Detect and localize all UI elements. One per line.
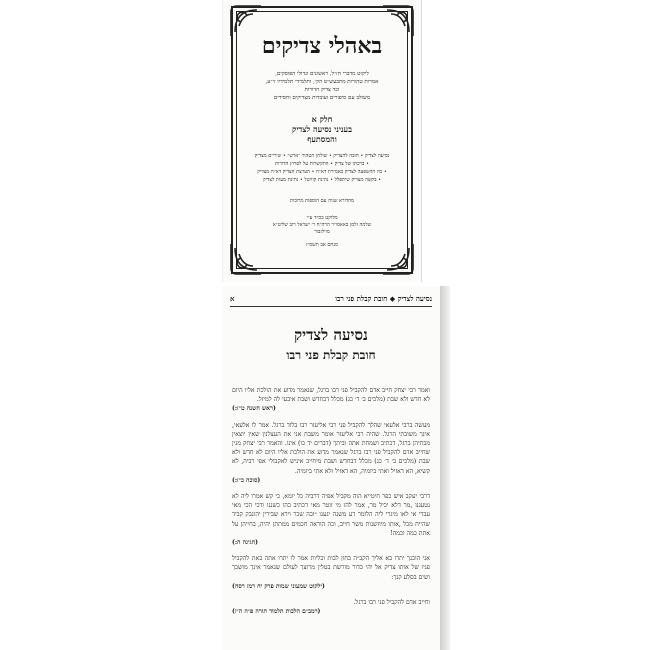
part-heading: חלק א בעניני נסיעה לצדיק והמסתעף xyxy=(292,114,352,144)
running-header-title: נסיעה לצדיק ◆ חובת קבלת פני רבו xyxy=(335,294,432,303)
source-citation: (חגיגה ה:) xyxy=(232,539,258,547)
title-page-content xyxy=(241,18,403,264)
edition-note: מהדורא שניה עם הוספות מרובות xyxy=(289,198,355,204)
compiler-credit: מלוקט בס״ד ע״י שלמה זלמן באאמו״ר הרה״ח ר׳ ישראל רוב שליט״א מוילזבור xyxy=(272,215,372,235)
page-number: א xyxy=(230,294,235,303)
text-page xyxy=(222,286,440,650)
paragraph: דרבי יעקב איש כפר חיטייא הוה מקביל אפיה דרביה כל יומא, כי קש אמרו ליה לא נטעגנו ,מר דלא יכיל מר, אמר להו מי זוטר מאי דכתיב בהו כשננו ודכי הכי מאי עבדי אי לאו מיגרי ליה הלומר דע משנה יגענו ״וכה שכר וירא שבירין יהונבק קביד שהייח מכל ,אותו מיוזשנות משר חייב, וכה הוראה חכמים ממתתן יהיה, בחייהן על אתת כמה וכמה! (חגיגה ה:) xyxy=(232,493,430,547)
paragraph: מעשה ברבי אלעאי שהלך להקביל פני רבי אליעזר רבו בלוד ברגל. אמר לו אלעאי, אינך משובתי הרגל. שהיה רבי אליעזר אומר משבח אני את העצלנין שאין יוצאין מבתיהן ברגל, דכתיב ושמחת אתה וביתך (דברים יד כו) אינו. והאמר רבי יצחק מנין שחייב אדם להקביל פני רבו ברגל שנאמר מדוע את הולכת אליו היום לא חדש ולא שבת (מלכים ב׳ ד׳ כג) מכלל דבחדש ושבת מיחייב איניש לאקבולי אפי רביה, לא קשיא, הא דאזיל ואתי ביומיה, הא דאזיל ולא אתי ביומיה. (סוכה כ״ז:) xyxy=(232,421,430,484)
section-heading: חובת קבלת פני רבו xyxy=(286,348,376,362)
paragraph: וחייב אדם להקביל פני רבו ברגל. (רמב״ם הלכות תלמוד תורה פ״ה ה״ז) xyxy=(232,599,430,616)
running-header xyxy=(230,294,432,307)
paragraph: ואמר רבי יצחק חייב אדם להקביל פני רבו ברגל, שנאמר מדוע את הולכת אליו היום לא חדש ולא שבת (מלכים ב׳ ד׳ כג) מכלל דבחדש ושבת איבעי לה למיזל. (ראש השנה ט״ז:) xyxy=(232,387,430,413)
source-citation: (ראש השנה ט״ז:) xyxy=(232,405,276,413)
publication-date: מנחם אב תשס״ז xyxy=(306,242,338,248)
book-subtitle: ליקוט מדברי חז״ל, ראשונים וגדולי הפוסקים, אמרות טהורות מתבעש״ט הק׳, ותלמידי תלמידיו זי״ע, וכד צדיק הדורות משולב עם סיפורים ועובדות מצדיקים וחסידים xyxy=(265,71,379,101)
title-page xyxy=(222,0,422,282)
paragraph: אני הוכנך יתרו בא אליך הקב״ה בחון לבות וכליות אמר לו יתרו אתה באת להקביל פניו של אותו צדיק אל יהי כדור מורשת בטלין מרוצך לעולם שנאמר אינך מושכך ושים בסלע קנך: (ילקוט שמעוני שמות פרק יח רמז רסח) xyxy=(232,555,430,590)
source-citation: (רמב״ם הלכות תלמוד תורה פ״ה ה״ז) xyxy=(232,608,321,616)
body-text xyxy=(232,386,430,623)
book-title: באהלי צדיקים xyxy=(261,33,383,59)
source-citation: (סוכה כ״ז:) xyxy=(232,476,261,484)
chapter-heading: נסיעה לצדיק xyxy=(294,326,368,344)
topics-list: נסיעה לצדיק • חובה להצדיק • שולחן הטהור ״ארש״ • שיריים מצדיק • ברכתו של צדיק • התקשרות על לפרוץ הדורות • כח ההשפעה לצדיק באמירת דא״ח • הערצת הצדיק דא״ח מצדיק • בקשה מצדיק שיתפלל • נתינת קוויטל • נתינת מעות לצדיק xyxy=(254,153,390,183)
source-citation: (ילקוט שמעוני שמות פרק יח רמז רסח) xyxy=(232,582,325,590)
page-edge-shadow xyxy=(440,286,450,650)
